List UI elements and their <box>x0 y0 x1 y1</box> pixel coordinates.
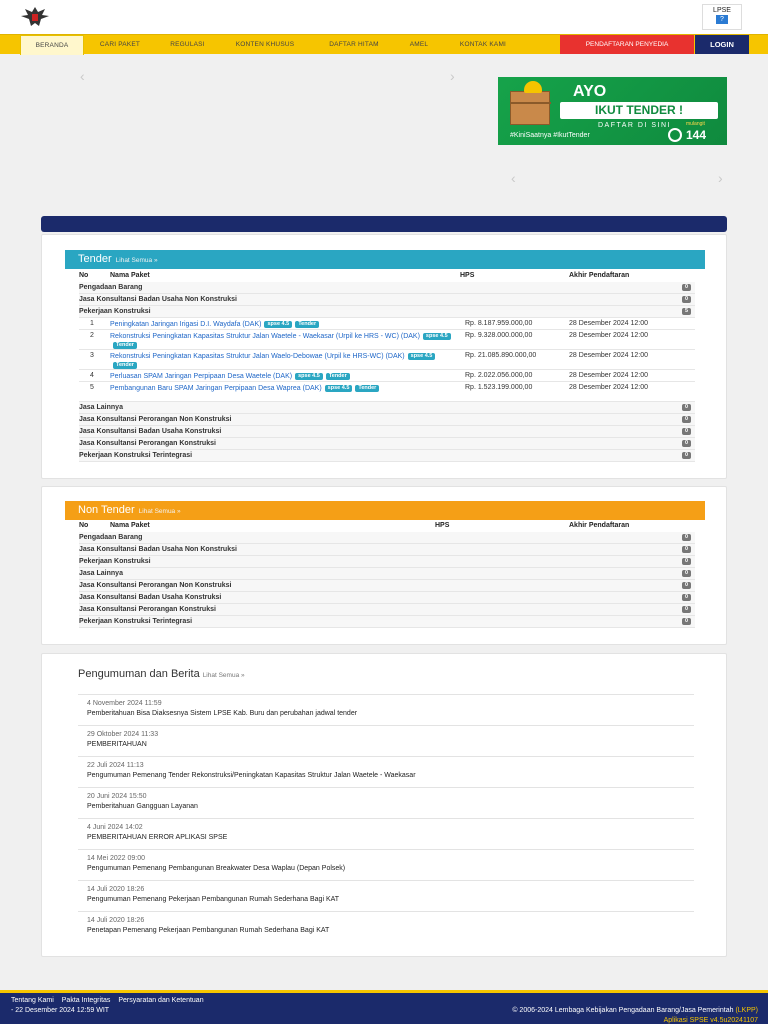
spse-tag: spse 4.5 <box>264 321 292 328</box>
news-text[interactable]: Pemberitahuan Gangguan Layanan <box>87 803 198 810</box>
footer-link-terms[interactable]: Persyaratan dan Ketentuan <box>118 997 204 1004</box>
count-badge: 0 <box>682 534 691 541</box>
non-tender-table <box>79 520 695 628</box>
tender-panel <box>41 234 727 479</box>
help-icon[interactable]: ? <box>716 15 728 24</box>
footer-link-about[interactable]: Tentang Kami <box>11 997 54 1004</box>
package-box-icon <box>510 91 550 125</box>
category-name: Jasa Konsultansi Perorangan Non Konstruksi <box>79 416 232 423</box>
non-tender-see-all-link[interactable]: Lihat Semua » <box>138 508 181 515</box>
register-vendor-button[interactable]: PENDAFTARAN PENYEDIA <box>560 35 694 54</box>
nav-amel[interactable]: AMEL <box>409 41 429 48</box>
tender-title: Tender <box>78 253 112 265</box>
banner-daftar: DAFTAR DI SINI <box>598 122 671 129</box>
non-tender-header <box>65 501 705 520</box>
count-badge: 0 <box>682 404 691 411</box>
package-name[interactable]: Peningkatan Jaringan Irigasi D.I. Waydafa (DAK) <box>110 321 262 328</box>
category-name: Jasa Konsultansi Perorangan Konstruksi <box>79 606 216 613</box>
banner-hashtags: #KiniSaatnya #IkutTender <box>510 132 590 139</box>
category-name: Pekerjaan Konstruksi <box>79 308 151 315</box>
category-row[interactable] <box>79 616 695 628</box>
spse-tag: spse 4.5 <box>423 333 451 340</box>
category-row[interactable] <box>79 402 695 414</box>
package-link[interactable] <box>110 384 460 393</box>
hps-value: Rp. 8.187.959.000,00 <box>465 320 533 327</box>
row-number: 2 <box>90 332 94 339</box>
category-row[interactable] <box>79 568 695 580</box>
lpse-label: LPSE <box>713 7 731 14</box>
nav-kontak-kami[interactable]: KONTAK KAMI <box>459 41 507 48</box>
deadline-value: 28 Desember 2024 12:00 <box>569 352 648 359</box>
table-row <box>79 382 695 402</box>
copyright-text: © 2006-2024 Lembaga Kebijakan Pengadaan Barang/Jasa Pemerintah <box>512 1007 734 1014</box>
nav-daftar-hitam[interactable]: DAFTAR HITAM <box>329 41 379 48</box>
main-navbar <box>0 34 768 54</box>
hps-value: Rp. 9.328.000.000,00 <box>465 332 533 339</box>
row-number: 1 <box>90 320 94 327</box>
news-text[interactable]: PEMBERITAHUAN <box>87 741 147 748</box>
news-date: 14 Juli 2020 18:26 <box>87 886 145 893</box>
tender-tag: Tender <box>113 342 137 349</box>
news-item[interactable] <box>78 818 694 849</box>
news-text[interactable]: Pengumuman Pemenang Pekerjaan Pembangunan Rumah Sederhana Bagi KAT <box>87 896 340 903</box>
category-row[interactable] <box>79 532 695 544</box>
ad-next-icon[interactable]: › <box>718 170 723 186</box>
news-item[interactable] <box>78 725 694 756</box>
count-badge: 0 <box>682 416 691 423</box>
category-name: Jasa Konsultansi Badan Usaha Non Konstruksi <box>79 296 237 303</box>
news-date: 4 Juni 2024 14:02 <box>87 824 143 831</box>
news-item[interactable] <box>78 756 694 787</box>
category-row[interactable] <box>79 414 695 426</box>
top-header <box>0 0 768 34</box>
footer-link-integrity[interactable]: Pakta Integritas <box>61 997 111 1004</box>
news-item[interactable] <box>78 849 694 880</box>
category-row[interactable] <box>79 556 695 568</box>
login-button[interactable]: LOGIN <box>695 35 749 54</box>
news-date: 29 Oktober 2024 11:33 <box>87 731 159 738</box>
col-no: No <box>79 272 89 279</box>
news-date: 14 Juli 2020 18:26 <box>87 917 145 924</box>
count-badge: 0 <box>682 558 691 565</box>
deadline-value: 28 Desember 2024 12:00 <box>569 384 648 391</box>
news-item[interactable] <box>78 880 694 911</box>
col-no: No <box>79 522 89 529</box>
category-row[interactable] <box>79 282 695 294</box>
package-name[interactable]: Rekonstruksi Peningkatan Kapasitas Struktur Jalan Waelo-Debowae (Urpil ke HRS-WC) (DAK) <box>110 353 405 360</box>
footer-time: - 22 Desember 2024 12:59 WIT <box>11 1007 110 1014</box>
deadline-value: 28 Desember 2024 12:00 <box>569 332 648 339</box>
news-text[interactable]: PEMBERITAHUAN ERROR APLIKASI SPSE <box>87 834 228 841</box>
count-badge: 0 <box>682 546 691 553</box>
news-date: 20 Juni 2024 15:50 <box>87 793 147 800</box>
col-nama: Nama Paket <box>110 272 150 279</box>
footer-links <box>11 997 210 1004</box>
count-badge: 0 <box>682 582 691 589</box>
row-number: 3 <box>90 352 94 359</box>
tender-table <box>79 270 695 462</box>
tender-see-all-link[interactable]: Lihat Semua » <box>115 257 158 264</box>
news-date: 4 November 2024 11:59 <box>87 700 162 707</box>
count-badge: 0 <box>682 428 691 435</box>
news-text[interactable]: Pemberitahuan Bisa Diaksesnya Sistem LPSE Kab. Buru dan perubahan jadwal tender <box>87 710 358 717</box>
count-badge: 0 <box>682 440 691 447</box>
hps-value: Rp. 1.523.199.000,00 <box>465 384 533 391</box>
ikut-tender-banner[interactable] <box>498 77 727 145</box>
category-name: Pekerjaan Konstruksi <box>79 558 151 565</box>
tender-header <box>65 250 705 269</box>
banner-mulai: mulangit <box>686 121 705 127</box>
nav-beranda[interactable]: BERANDA <box>20 35 84 55</box>
news-header <box>78 668 245 680</box>
news-item[interactable] <box>78 911 694 942</box>
package-name[interactable]: Perluasan SPAM Jaringan Perpipaan Desa Waetele (DAK) <box>110 373 293 380</box>
category-name: Jasa Lainnya <box>79 570 123 577</box>
table-row <box>79 370 695 382</box>
col-hps: HPS <box>435 522 450 529</box>
news-date: 22 Juli 2024 11:13 <box>87 762 144 769</box>
count-badge: 0 <box>682 570 691 577</box>
footer-copyright <box>512 1007 758 1014</box>
row-number: 5 <box>90 384 94 391</box>
nav-regulasi[interactable]: REGULASI <box>170 41 205 48</box>
category-name: Jasa Konsultansi Badan Usaha Konstruksi <box>79 428 222 435</box>
package-link[interactable] <box>110 352 460 370</box>
nav-cari-paket[interactable]: CARI PAKET <box>99 41 141 48</box>
count-badge: 0 <box>682 296 691 303</box>
col-akhir: Akhir Pendaftaran <box>569 522 630 529</box>
spse-tag: spse 4.5 <box>325 385 353 392</box>
count-badge: 5 <box>682 308 691 315</box>
footer-version: Aplikasi SPSE v4.5u20241107 <box>663 1017 758 1024</box>
category-name: Pekerjaan Konstruksi Terintegrasi <box>79 452 193 459</box>
tender-tag: Tender <box>113 362 137 369</box>
news-item[interactable] <box>78 694 694 725</box>
table-header-row <box>79 520 695 532</box>
category-name: Jasa Konsultansi Badan Usaha Konstruksi <box>79 594 222 601</box>
non-tender-panel <box>41 486 727 645</box>
news-see-all-link[interactable]: Lihat Semua » <box>202 672 245 679</box>
news-text[interactable]: Penetapan Pemenang Pekerjaan Pembangunan Rumah Sederhana Bagi KAT <box>87 927 330 934</box>
category-row[interactable] <box>79 306 695 318</box>
table-row <box>79 330 695 350</box>
hps-value: Rp. 2.022.056.000,00 <box>465 372 533 379</box>
phone-icon <box>668 128 682 142</box>
carousel-next-icon[interactable]: › <box>450 68 455 84</box>
count-badge: 0 <box>682 594 691 601</box>
news-text[interactable]: Pengumuman Pemenang Pembangunan Breakwater Desa Waplau (Depan Polsek) <box>87 865 346 872</box>
news-text[interactable]: Pengumuman Pemenang Tender Rekonstruksi/Peningkatan Kapasitas Struktur Jalan Waetele - Waekasar <box>87 772 416 779</box>
category-row[interactable] <box>79 604 695 616</box>
table-row <box>79 350 695 370</box>
news-panel <box>41 653 727 957</box>
banner-number: 144 <box>686 128 707 142</box>
garuda-logo-icon[interactable] <box>18 4 52 30</box>
helmet-icon <box>524 81 542 93</box>
category-name: Pengadaan Barang <box>79 284 143 291</box>
category-name: Jasa Konsultansi Perorangan Non Konstruksi <box>79 582 232 589</box>
count-badge: 0 <box>682 618 691 625</box>
package-link[interactable] <box>110 372 460 381</box>
category-name: Pekerjaan Konstruksi Terintegrasi <box>79 618 193 625</box>
news-date: 14 Mei 2022 09:00 <box>87 855 145 862</box>
tender-tag: Tender <box>326 373 350 380</box>
lkpp-link[interactable]: (LKPP) <box>735 1007 758 1014</box>
section-divider-bar <box>41 216 727 232</box>
package-link[interactable] <box>110 332 460 350</box>
carousel-prev-icon[interactable]: ‹ <box>80 68 85 84</box>
table-row <box>79 318 695 330</box>
spse-tag: spse 4.5 <box>408 353 436 360</box>
tender-tag: Tender <box>355 385 379 392</box>
non-tender-title: Non Tender <box>78 504 135 516</box>
row-number: 4 <box>90 372 94 379</box>
category-row[interactable] <box>79 450 695 462</box>
package-name[interactable]: Pembangunan Baru SPAM Jaringan Perpipaan Desa Waprea (DAK) <box>110 385 322 392</box>
banner-ikut-tender: IKUT TENDER ! <box>560 102 718 119</box>
lpse-help-box[interactable] <box>702 4 742 30</box>
package-name[interactable]: Rekonstruksi Peningkatan Kapasitas Struktur Jalan Waetele - Waekasar (Urpil ke HRS - WC) (DAK) <box>110 333 420 340</box>
category-row[interactable] <box>79 426 695 438</box>
category-name: Jasa Konsultansi Badan Usaha Non Konstruksi <box>79 546 237 553</box>
tender-tag: Tender <box>295 321 319 328</box>
col-hps: HPS <box>460 272 475 279</box>
category-row[interactable] <box>79 438 695 450</box>
hps-value: Rp. 21.085.890.000,00 <box>465 352 537 359</box>
col-akhir: Akhir Pendaftaran <box>569 272 630 279</box>
spse-tag: spse 4.5 <box>295 373 323 380</box>
count-badge: 0 <box>682 452 691 459</box>
news-item[interactable] <box>78 787 694 818</box>
category-name: Jasa Lainnya <box>79 404 123 411</box>
category-name: Jasa Konsultansi Perorangan Konstruksi <box>79 440 216 447</box>
table-header-row <box>79 270 695 282</box>
package-link[interactable] <box>110 320 460 329</box>
category-row[interactable] <box>79 580 695 592</box>
count-badge: 0 <box>682 284 691 291</box>
deadline-value: 28 Desember 2024 12:00 <box>569 372 648 379</box>
col-nama: Nama Paket <box>110 522 150 529</box>
news-title: Pengumuman dan Berita <box>78 668 200 680</box>
category-row[interactable] <box>79 592 695 604</box>
nav-konten-khusus[interactable]: KONTEN KHUSUS <box>235 41 295 48</box>
deadline-value: 28 Desember 2024 12:00 <box>569 320 648 327</box>
category-row[interactable] <box>79 544 695 556</box>
category-name: Pengadaan Barang <box>79 534 143 541</box>
ad-prev-icon[interactable]: ‹ <box>511 170 516 186</box>
category-row[interactable] <box>79 294 695 306</box>
count-badge: 0 <box>682 606 691 613</box>
banner-ayo: AYO <box>573 83 607 100</box>
footer <box>0 990 768 1024</box>
